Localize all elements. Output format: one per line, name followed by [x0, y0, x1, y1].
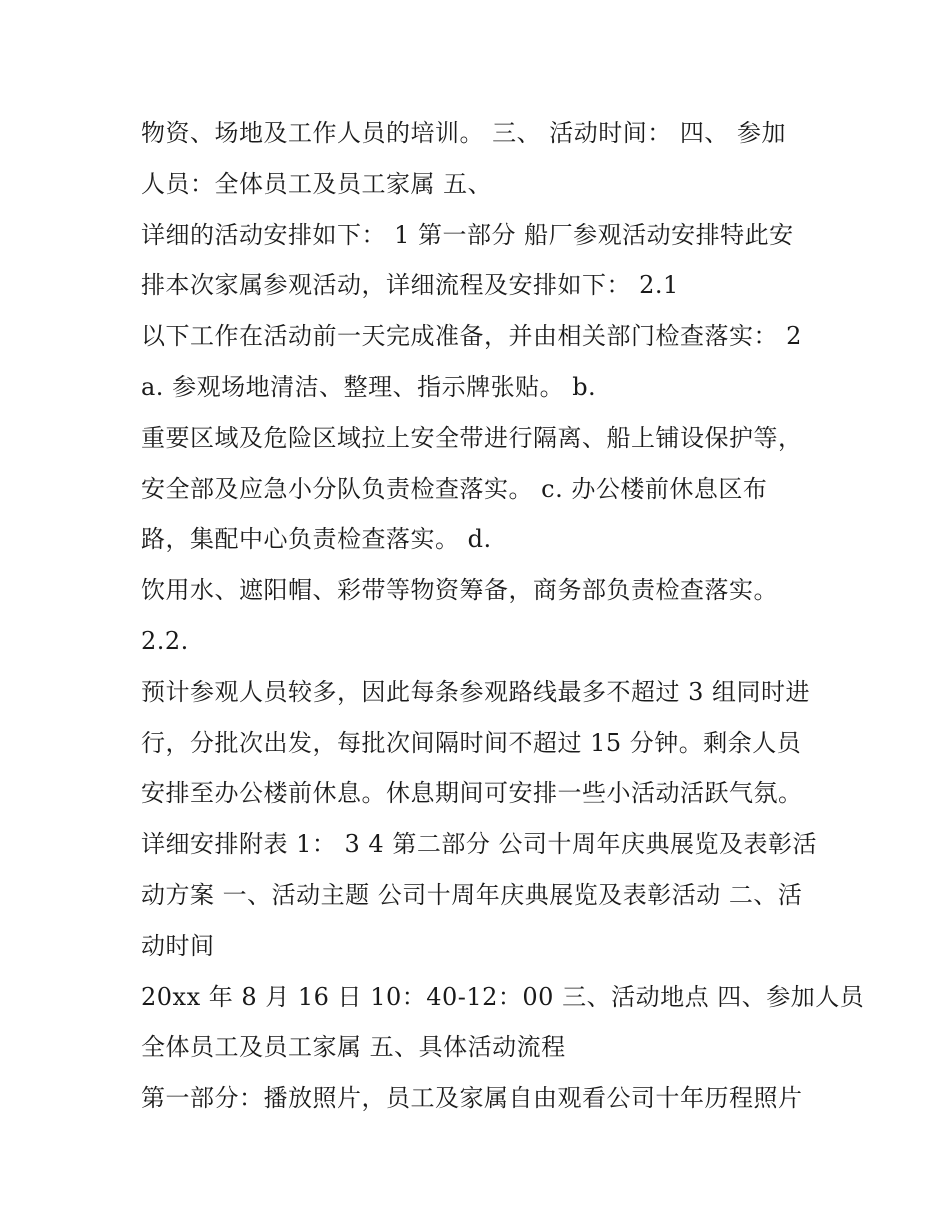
- text-line: 行，分批次出发，每批次间隔时间不超过 15 分钟。剩余人员: [141, 728, 802, 757]
- text-line: 人员：全体员工及员工家属 五、: [141, 169, 493, 198]
- text-line: 重要区域及危险区域拉上安全带进行隔离、船上铺设保护等，: [141, 423, 803, 452]
- text-line: 安全部及应急小分队负责检查落实。 c. 办公楼前休息区布: [141, 474, 768, 503]
- text-line: 详细的活动安排如下： 1 第一部分 船厂参观活动安排特此安: [141, 220, 794, 249]
- text-line: 安排至办公楼前休息。休息期间可安排一些小活动活跃气氛。: [141, 779, 803, 808]
- text-line: 预计参观人员较多，因此每条参观路线最多不超过 3 组同时进: [141, 677, 811, 706]
- text-line: 路，集配中心负责检查落实。 d.: [141, 525, 492, 554]
- text-line: 第一部分：播放照片，员工及家属自由观看公司十年历程照片: [141, 1084, 803, 1113]
- text-line: 物资、场地及工作人员的培训。 三、 活动时间： 四、 参加: [141, 119, 787, 147]
- text-line: 详细安排附表 1： 3 4 第二部分 公司十周年庆典展览及表彰活: [141, 830, 817, 859]
- text-line: 排本次家属参观活动，详细流程及安排如下： 2.1: [141, 271, 679, 300]
- text-line: 20xx 年 8 月 16 日 10：40-12：00 三、活动地点 四、参加人员: [141, 982, 865, 1011]
- text-line: 以下工作在活动前一天完成准备，并由相关部门检查落实： 2: [141, 322, 802, 351]
- document-body: [141, 108, 865, 1124]
- text-line: 2.2.: [141, 626, 189, 655]
- text-line: 动方案 一、活动主题 公司十周年庆典展览及表彰活动 二、活: [141, 880, 803, 909]
- text-line: 全体员工及员工家属 五、具体活动流程: [141, 1033, 566, 1062]
- text-line: a. 参观场地清洁、整理、指示牌张贴。 b.: [141, 372, 597, 401]
- text-line: 饮用水、遮阳帽、彩带等物资筹备，商务部负责检查落实。: [141, 576, 778, 605]
- text-line: 动时间: [141, 931, 215, 960]
